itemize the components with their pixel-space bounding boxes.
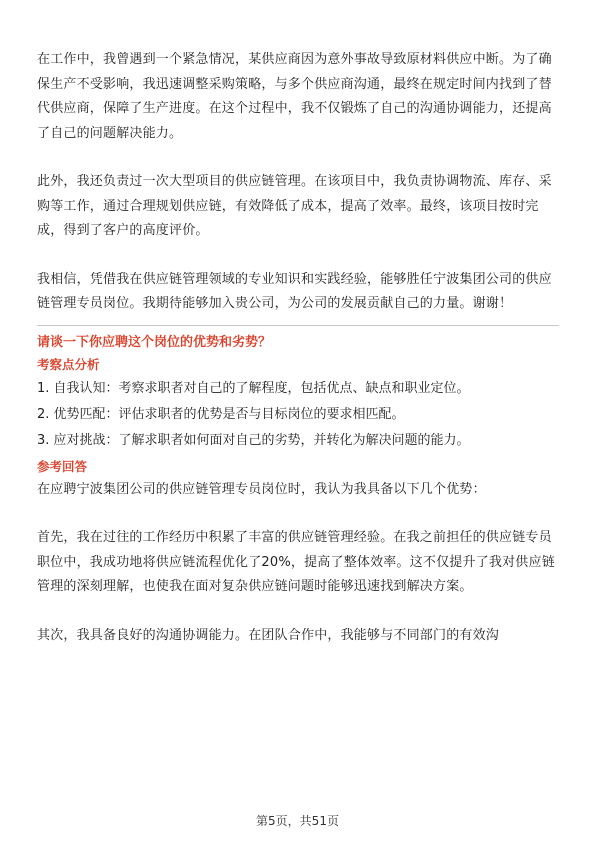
page-content xyxy=(37,48,559,648)
paragraph-gap xyxy=(37,244,559,268)
section-divider xyxy=(37,325,559,326)
analysis-heading: 考察点分析 xyxy=(37,356,100,372)
question-heading: 请谈一下你应聘这个岗位的优势和劣势？ xyxy=(37,334,272,350)
answer-paragraph-1: 在应聘宁波集团公司的供应链管理专员岗位时，我认为我具备以下几个优势： xyxy=(37,481,486,497)
paragraph-gap xyxy=(37,502,559,526)
answer-paragraph-2: 首先，我在过往的工作经历中积累了丰富的供应链管理经验。在我之前担任的供应链专员职位中，我成功地将供应链流程优化了20%，提高了整体效率。这不仅提升了我对供应链管理的深刻理解，也使我在面对复杂供应链问题时能够迅速找到解决方案。 xyxy=(37,530,555,594)
analysis-item-2: 2. 优势匹配：评估求职者的优势是否与目标岗位的要求相匹配。 xyxy=(37,406,405,422)
analysis-list xyxy=(37,376,559,454)
paragraph-gap xyxy=(37,146,559,170)
answer-heading: 参考回答 xyxy=(37,458,88,474)
analysis-item-3: 3. 应对挑战：了解求职者如何面对自己的劣势，并转化为解决问题的能力。 xyxy=(37,432,470,448)
intro-paragraph-3: 我相信，凭借我在供应链管理领域的专业知识和实践经验，能够胜任宁波集团公司的供应链管理专员岗位。我期待能够加入贵公司，为公司的发展贡献自己的力量。谢谢！ xyxy=(37,271,552,311)
page-number-footer: 第5页，共51页 xyxy=(256,814,339,828)
analysis-item-1: 1. 自我认知：考察求职者对自己的了解程度，包括优点、缺点和职业定位。 xyxy=(37,380,470,396)
paragraph-gap xyxy=(37,600,559,624)
answer-paragraph-3: 其次，我具备良好的沟通协调能力。在团队合作中，我能够与不同部门的有效沟 xyxy=(37,627,500,643)
intro-paragraph-2: 此外，我还负责过一次大型项目的供应链管理。在该项目中，我负责协调物流、库存、采购等工作，通过合理规划供应链，有效降低了成本，提高了效率。最终，该项目按时完成，得到了客户的高度评价。 xyxy=(37,174,552,238)
intro-paragraph-1: 在工作中，我曾遇到一个紧急情况，某供应商因为意外事故导致原材料供应中断。为了确保生产不受影响，我迅速调整采购策略，与多个供应商沟通，最终在规定时间内找到了替代供应商，保障了生产进度。在这个过程中，我不仅锻炼了自己的沟通协调能力，还提高了自己的问题解决能力。 xyxy=(37,52,552,141)
